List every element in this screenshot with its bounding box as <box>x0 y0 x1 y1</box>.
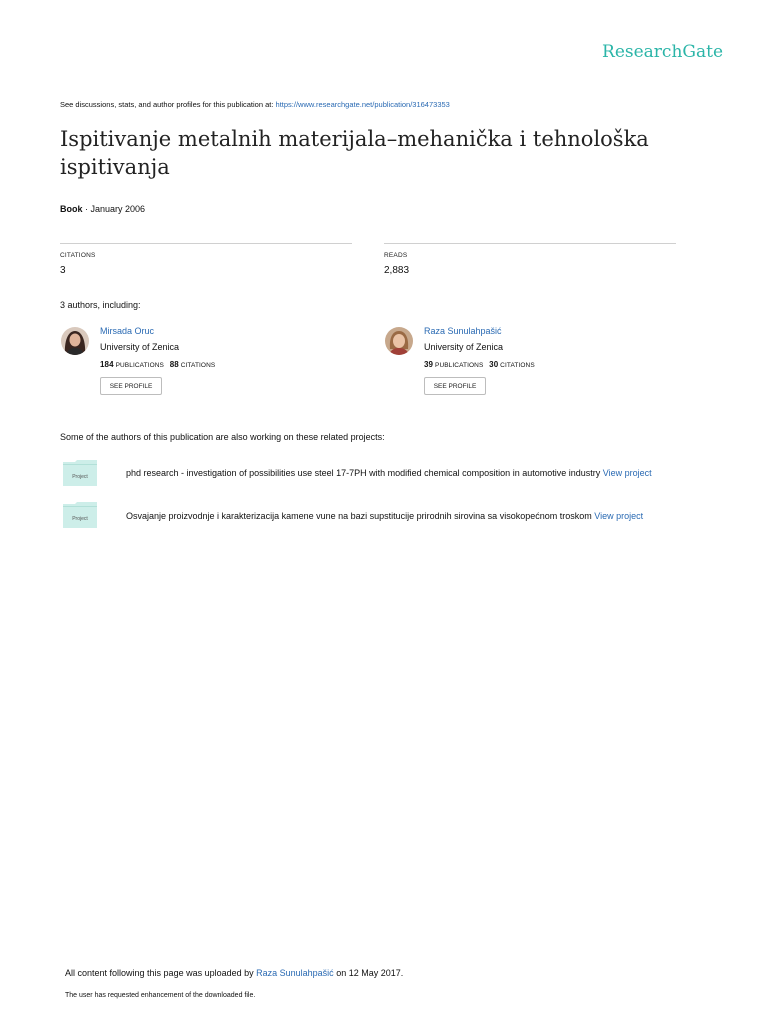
cover-note <box>60 100 450 109</box>
uploader-link[interactable]: Raza Sunulahpašić <box>256 968 334 978</box>
enhancement-note: The user has requested enhancement of the downloaded file. <box>65 992 256 999</box>
citations-value: 3 <box>60 265 66 276</box>
folder-icon <box>63 502 97 528</box>
project-item <box>126 468 652 478</box>
reads-divider <box>384 243 676 244</box>
publication-title: Ispitivanje metalnih materijala–mehanička i tehnološka ispitivanja <box>60 127 649 179</box>
author-name[interactable]: Mirsada Oruc <box>100 326 155 336</box>
publication-url-link[interactable]: https://www.researchgate.net/publication/316473353 <box>275 100 450 109</box>
reads-label: READS <box>384 252 408 259</box>
author-avatar[interactable] <box>61 327 89 355</box>
project-icon-label: Project <box>72 474 88 480</box>
author-citations-label: CITATIONS <box>500 362 535 369</box>
citations-label: CITATIONS <box>60 252 96 259</box>
author-publications-label: PUBLICATIONS <box>435 362 484 369</box>
author-avatar[interactable] <box>385 327 413 355</box>
upload-note-prefix: All content following this page was uploaded by <box>65 968 257 978</box>
view-project-link[interactable]: View project <box>602 468 652 478</box>
author-stats <box>100 360 215 369</box>
upload-note-suffix: on 12 May 2017. <box>333 968 404 978</box>
author-photo-icon <box>61 327 89 355</box>
author-institution: University of Zenica <box>100 342 180 352</box>
upload-note <box>65 968 403 978</box>
author-name[interactable]: Raza Sunulahpašić <box>424 326 502 336</box>
author-institution: University of Zenica <box>424 342 504 352</box>
author-stats <box>424 360 535 369</box>
author-citations-label: CITATIONS <box>180 362 216 369</box>
publication-type: Book <box>60 204 83 214</box>
project-item <box>126 511 643 521</box>
project-folder-icon[interactable] <box>63 502 97 528</box>
publication-meta <box>60 204 145 214</box>
author-name-link[interactable] <box>424 326 502 336</box>
author-citations-count: 30 <box>489 360 499 369</box>
citations-divider <box>60 243 352 244</box>
authors-heading: 3 authors, including: <box>60 300 141 310</box>
author-photo-icon <box>385 327 413 355</box>
folder-icon <box>63 460 97 486</box>
researchgate-logo[interactable]: ResearchGate <box>602 42 723 62</box>
see-profile-button[interactable]: SEE PROFILE <box>100 377 162 395</box>
project-icon-label: Project <box>72 516 88 522</box>
related-projects-heading: Some of the authors of this publication are also working on these related projects: <box>60 432 385 442</box>
project-folder-icon[interactable] <box>63 460 97 486</box>
view-project-link[interactable]: View project <box>594 511 644 521</box>
publication-date: January 2006 <box>90 204 146 214</box>
reads-value: 2,883 <box>384 265 410 276</box>
author-publications-count: 184 <box>100 360 114 369</box>
author-name-link[interactable] <box>100 326 154 336</box>
project-description: Osvajanje proizvodnje i karakterizacija kamene vune na bazi supstitucije prirodnih sirovina sa visokopećnom troskom <box>126 511 592 521</box>
author-publications-label: PUBLICATIONS <box>115 362 164 369</box>
meta-separator: · <box>82 204 91 214</box>
see-profile-button[interactable]: SEE PROFILE <box>424 377 486 395</box>
author-publications-count: 39 <box>424 360 434 369</box>
cover-note-text: See discussions, stats, and author profiles for this publication at: <box>60 100 276 109</box>
author-citations-count: 88 <box>169 360 179 369</box>
project-description: phd research - investigation of possibilities use steel 17-7PH with modified chemical composition in automotive industry <box>126 468 601 478</box>
